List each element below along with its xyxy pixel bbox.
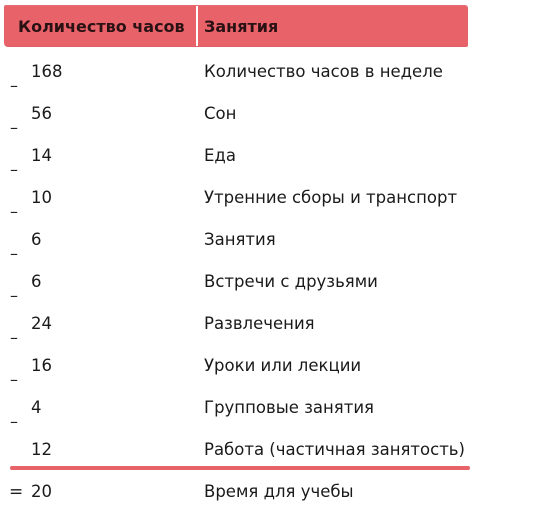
row-activity: Уроки или лекции bbox=[204, 356, 362, 375]
row-activity: Групповые занятия bbox=[204, 398, 374, 417]
row-activity: Развлечения bbox=[204, 314, 315, 333]
row-hours: 24 bbox=[31, 314, 52, 333]
minus-operator: – bbox=[10, 76, 18, 95]
minus-operator: – bbox=[10, 244, 18, 263]
total-hours: 20 bbox=[31, 482, 52, 501]
equals-operator: = bbox=[9, 482, 24, 502]
row-hours: 16 bbox=[31, 356, 52, 375]
table-row bbox=[0, 61, 544, 103]
minus-operator: – bbox=[10, 370, 18, 389]
header-hours-label: Количество часов bbox=[18, 17, 185, 36]
table-row bbox=[0, 397, 544, 439]
table-row bbox=[0, 145, 544, 187]
row-activity: Количество часов в неделе bbox=[204, 62, 443, 81]
table-row bbox=[0, 355, 544, 397]
row-activity: Занятия bbox=[204, 230, 276, 249]
total-activity: Время для учебы bbox=[204, 482, 354, 501]
minus-operator: – bbox=[10, 286, 18, 305]
total-divider bbox=[10, 466, 470, 470]
row-hours: 6 bbox=[31, 230, 42, 249]
table-header bbox=[4, 6, 468, 46]
header-divider bbox=[196, 6, 198, 46]
minus-operator: – bbox=[10, 412, 18, 431]
row-hours: 4 bbox=[31, 398, 42, 417]
row-hours: 56 bbox=[31, 104, 52, 123]
row-activity: Сон bbox=[204, 104, 237, 123]
row-hours: 12 bbox=[31, 440, 52, 459]
row-hours: 6 bbox=[31, 272, 42, 291]
row-hours: 14 bbox=[31, 146, 52, 165]
minus-operator: – bbox=[10, 160, 18, 179]
header-activity-label: Занятия bbox=[204, 17, 279, 36]
table-row bbox=[0, 313, 544, 355]
total-row bbox=[0, 481, 544, 523]
row-hours: 10 bbox=[31, 188, 52, 207]
row-hours: 168 bbox=[31, 62, 63, 81]
table-row bbox=[0, 229, 544, 271]
row-activity: Утренние сборы и транспорт bbox=[204, 188, 458, 207]
table-row bbox=[0, 271, 544, 313]
row-activity: Встречи с друзьями bbox=[204, 272, 378, 291]
table-row bbox=[0, 439, 544, 481]
row-activity: Еда bbox=[204, 146, 236, 165]
row-activity: Работа (частичная занятость) bbox=[204, 440, 465, 459]
minus-operator: – bbox=[10, 328, 18, 347]
table-row bbox=[0, 103, 544, 145]
table-row bbox=[0, 187, 544, 229]
minus-operator: – bbox=[10, 202, 18, 221]
minus-operator: – bbox=[10, 118, 18, 137]
